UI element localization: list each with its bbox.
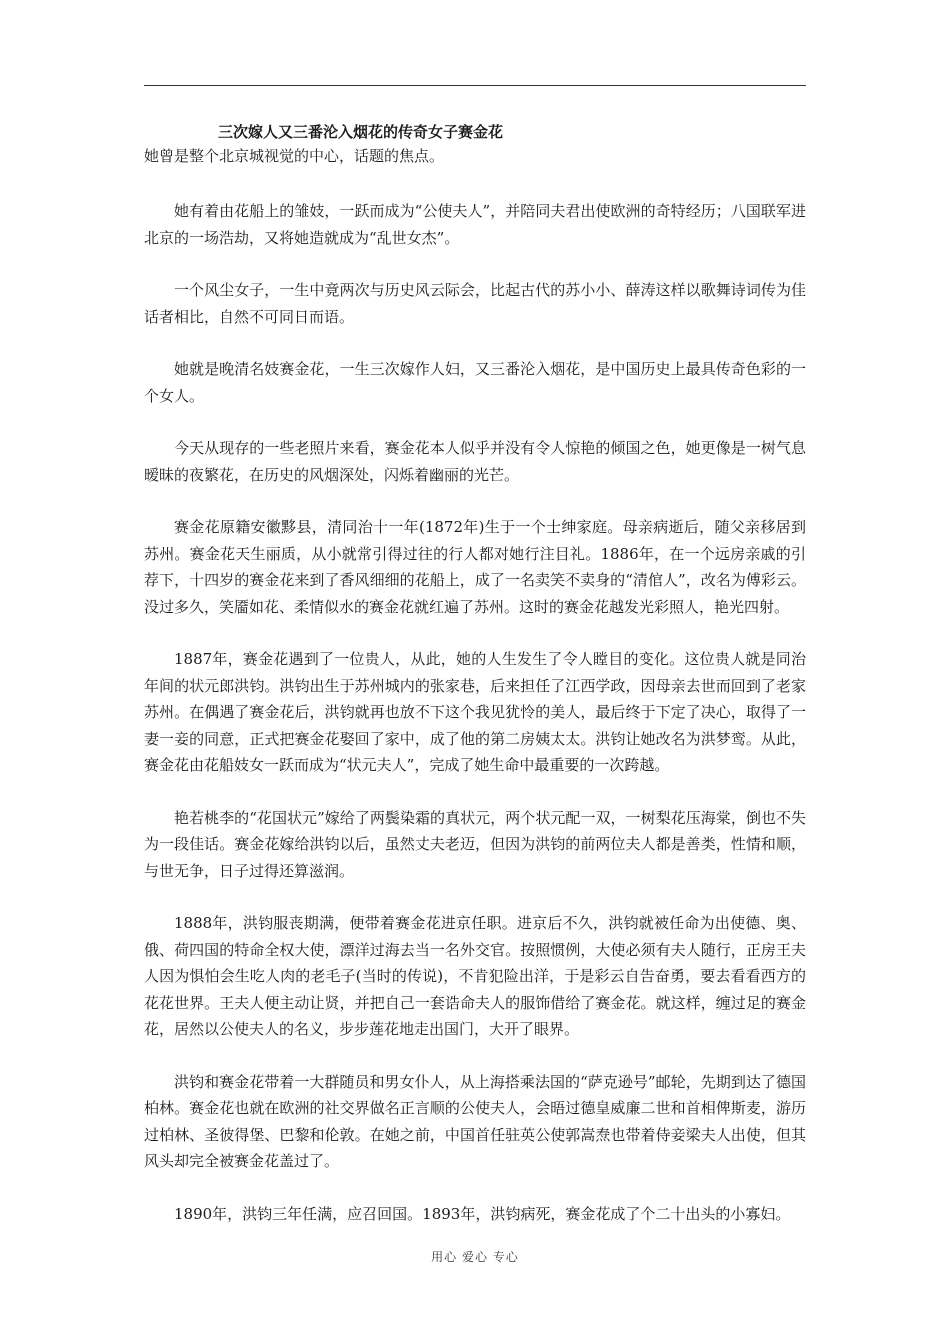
paragraph: 1888年，洪钧服丧期满，便带着赛金花进京任职。进京后不久，洪钧就被任命为出使德、奥、俄、荷四国的特命全权大使，漂洋过海去当一名外交官。按照惯例，大使必须有夫人随行，正房王夫人因为惧怕会生吃人肉的老毛子(当时的传说)，不肯犯险出洋，于是彩云自告奋勇，要去看看西方的花花世界。王夫人便主动让贤，并把自己一套诰命夫人的服饰借给了赛金花。就这样，缠过足的赛金花，居然以公使夫人的名义，步步莲花地走出国门，大开了眼界。	[144, 914, 806, 1038]
paragraph: 一个风尘女子，一生中竟两次与历史风云际会，比起古代的苏小小、薛涛这样以歌舞诗词传为佳话者相比，自然不可同日而语。	[144, 281, 806, 326]
intro-line: 她曾是整个北京城视觉的中心，话题的焦点。	[144, 147, 445, 165]
paragraph: 洪钧和赛金花带着一大群随员和男女仆人，从上海搭乘法国的“萨克逊号”邮轮，先期到达了德国柏林。赛金花也就在欧洲的社交界做名正言顺的公使夫人，会晤过德皇威廉二世和首相俾斯麦，游历过柏林、圣彼得堡、巴黎和伦敦。在她之前，中国首任驻英公使郭嵩焘也带着侍妾梁夫人出使，但其风头却完全被赛金花盖过了。	[144, 1072, 806, 1170]
page-footer: 用心 爱心 专心	[431, 1250, 519, 1264]
document-body	[144, 120, 806, 1253]
paragraph: 艳若桃李的“花国状元”嫁给了两鬓染霜的真状元，两个状元配一双，一树梨花压海棠，倒也不失为一段佳话。赛金花嫁给洪钧以后，虽然丈夫老迈，但因为洪钧的前两位夫人都是善类，性情和顺，与世无争，日子过得还算滋润。	[144, 808, 806, 880]
paragraph: 今天从现存的一些老照片来看，赛金花本人似乎并没有令人惊艳的倾国之色，她更像是一树气息暧昧的夜繁花，在历史的风烟深处，闪烁着幽丽的光芒。	[144, 439, 806, 484]
paragraph: 1887年，赛金花遇到了一位贵人，从此，她的人生发生了令人瞠目的变化。这位贵人就是同治年间的状元郎洪钧。洪钧出生于苏州城内的张家巷，后来担任了江西学政，因母亲去世而回到了老家苏州。在偶遇了赛金花后，洪钧就再也放不下这个我见犹怜的美人，最后终于下定了决心，取得了一妻一妾的同意，正式把赛金花娶回了家中，成了他的第二房姨太太。洪钧让她改名为洪梦鸾。从此，赛金花由花船妓女一跃而成为“状元夫人”，完成了她生命中最重要的一次跨越。	[144, 650, 806, 774]
paragraph: 赛金花原籍安徽黟县，清同治十一年(1872年)生于一个士绅家庭。母亲病逝后，随父亲移居到苏州。赛金花天生丽质，从小就常引得过往的行人都对她行注目礼。1886年，在一个远房亲戚的引荐下，十四岁的赛金花来到了香风细细的花船上，成了一名卖笑不卖身的“清倌人”，改名为傅彩云。没过多久，笑靥如花、柔情似水的赛金花就红遍了苏州。这时的赛金花越发光彩照人，艳光四射。	[144, 518, 806, 616]
header-rule	[144, 85, 806, 86]
document-title: 三次嫁人又三番沦入烟花的传奇女子赛金花	[218, 123, 504, 141]
paragraph: 她有着由花船上的雏妓，一跃而成为“公使夫人”，并陪同夫君出使欧洲的奇特经历；八国联军进北京的一场浩劫，又将她造就成为“乱世女杰”。	[144, 202, 806, 247]
paragraph: 1890年，洪钧三年任满，应召回国。1893年，洪钧病死，赛金花成了个二十出头的小寡妇。	[174, 1204, 791, 1223]
paragraph: 她就是晚清名妓赛金花，一生三次嫁作人妇，又三番沦入烟花，是中国历史上最具传奇色彩的一个女人。	[144, 360, 806, 405]
